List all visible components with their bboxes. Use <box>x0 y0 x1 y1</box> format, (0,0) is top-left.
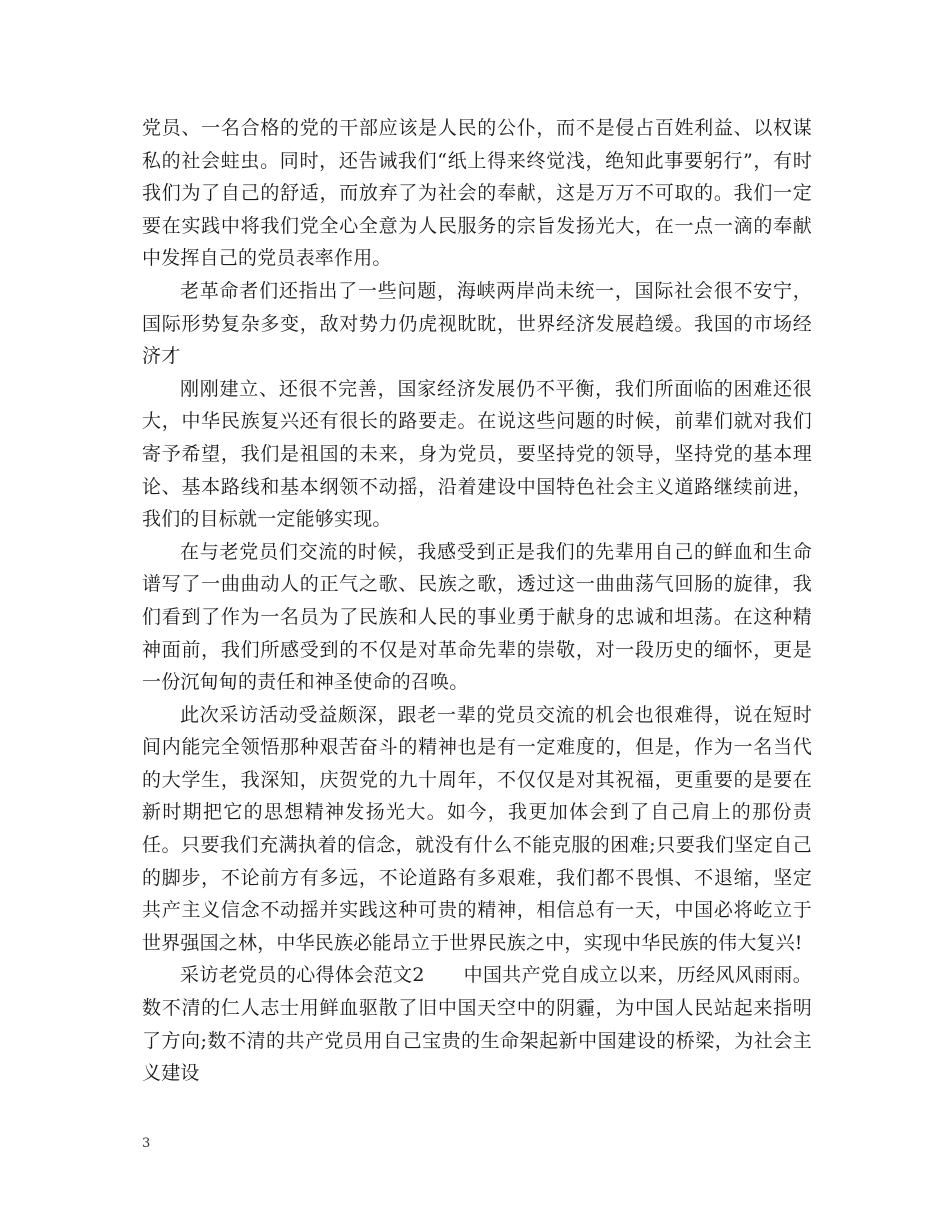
paragraph-5: 此次采访活动受益颇深，跟老一辈的党员交流的机会也很难得，说在短时间内能完全领悟那种艰苦奋斗的精神也是有一定难度的，但是，作为一名当代的大学生，我深知，庆贺党的九十周年，不仅仅是对其祝福，更重要的是要在新时期把它的思想精神发扬光大。如今，我更加体会到了自己肩上的那份责任。只要我们充满执着的信念，就没有什么不能克服的困难;只要我们坚定自己的脚步，不论前方有多远，不论道路有多艰难，我们都不畏惧、不退缩，坚定共产主义信念不动摇并实践这种可贵的精神，相信总有一天，中国必将屹立于世界强国之林，中华民族必能昂立于世界民族之中，实现中华民族的伟大复兴! <box>142 703 812 954</box>
paragraph-1: 党员、一名合格的党的干部应该是人民的公仆，而不是侵占百姓利益、以权谋私的社会蛀虫。同时，还告诫我们“纸上得来终觉浅，绝知此事要躬行”，有时我们为了自己的舒适，而放弃了为社会的奉献，这是万万不可取的。我们一定要在实践中将我们党全心全意为人民服务的宗旨发扬光大，在一点一滴的奉献中发挥自己的党员表率作用。 <box>142 117 812 270</box>
paragraph-6: 采访老党员的心得体会范文2 中国共产党自成立以来，历经风风雨雨。数不清的仁人志士用鲜血驱散了旧中国天空中的阴霾，为中国人民站起来指明了方向;数不清的共产党员用自己宝贵的生命架起新中国建设的桥梁，为社会主义建设 <box>142 964 812 1085</box>
paragraph-4: 在与老党员们交流的时候，我感受到正是我们的先辈用自己的鲜血和生命谱写了一曲曲动人的正气之歌、民族之歌，透过这一曲曲荡气回肠的旋律，我们看到了作为一名员为了民族和人民的事业勇于献身的忠诚和坦荡。在这种精神面前，我们所感受到的不仅是对革命先辈的崇敬，对一段历史的缅怀，更是一份沉甸甸的责任和神圣使命的召唤。 <box>142 540 812 694</box>
paragraph-3: 刚刚建立、还很不完善，国家经济发展仍不平衡，我们所面临的困难还很大，中华民族复兴还有很长的路要走。在说这些问题的时候，前辈们就对我们寄予希望，我们是祖国的未来，身为党员，要坚持党的领导，坚持党的基本理论、基本路线和基本纲领不动摇，沿着建设中国特色社会主义道路继续前进，我们的目标就一定能够实现。 <box>142 377 812 531</box>
page-number: 3 <box>142 1136 151 1151</box>
paragraph-2: 老革命者们还指出了一些问题，海峡两岸尚未统一，国际社会很不安宁，国际形势复杂多变，敌对势力仍虎视眈眈，世界经济发展趋缓。我国的市场经济才 <box>142 279 812 368</box>
body-text <box>142 112 812 1090</box>
